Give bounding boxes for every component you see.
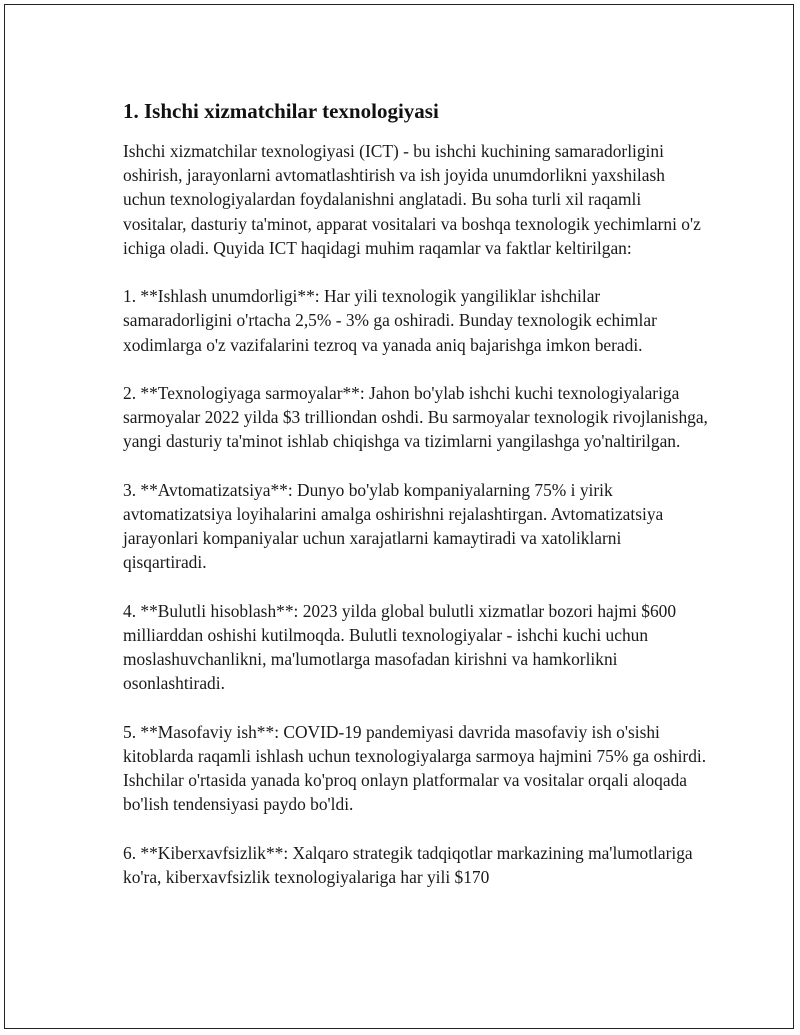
intro-paragraph: Ishchi xizmatchilar texnologiyasi (ICT) - bu ishchi kuchining samaradorligini oshirish, jarayonlarni avtomatlashtirish va ish joyida unumdorlikni yaxshilash uchun texnologiyalardan foydalanishni anglatadi. Bu soha turli xil raqamli vositalar, dasturiy ta'minot, apparat vositalari va boshqa texnologik yechimlarni o'z ichiga oladi. Quyida ICT haqidagi muhim raqamlar va faktlar keltirilgan: <box>123 141 701 258</box>
page-frame <box>4 4 794 1029</box>
fact-paragraph-investments: 2. **Texnologiyaga sarmoyalar**: Jahon bo'ylab ishchi kuchi texnologiyalariga sarmoyalar 2022 yilda $3 trilliondan oshdi. Bu sarmoyalar texnologik rivojlanishga, yangi dasturiy ta'minot ishlab chiqishga va tizimlarni yangilashga yo'naltirilgan. <box>123 383 708 452</box>
section-heading: 1. Ishchi xizmatchilar texnologiyasi <box>123 99 439 123</box>
document-body <box>123 97 708 889</box>
fact-paragraph-remote-work: 5. **Masofaviy ish**: COVID-19 pandemiyasi davrida masofaviy ish o'sishi kitoblarda raqamli ishlash uchun texnologiyalarga sarmoya hajmini 75% ga oshirdi. Ishchilar o'rtasida yanada ko'proq onlayn platformalar va vositalar orqali aloqada bo'lish tendensiyasi paydo bo'ldi. <box>123 721 707 815</box>
fact-paragraph-cybersecurity: 6. **Kiberxavfsizlik**: Xalqaro strategik tadqiqotlar markazining ma'lumotlariga ko'ra, kiberxavfsizlik texnologiyalariga har yili $170 <box>123 842 693 887</box>
fact-paragraph-cloud: 4. **Bulutli hisoblash**: 2023 yilda global bulutli xizmatlar bozori hajmi $600 milliarddan oshishi kutilmoqda. Bulutli texnologiyalar - ishchi kuchi uchun moslashuvchanlikni, ma'lumotlarga masofadan kirishni va hamkorlikni osonlashtiradi. <box>123 600 677 694</box>
fact-paragraph-automation: 3. **Avtomatizatsiya**: Dunyo bo'ylab kompaniyalarning 75% i yirik avtomatizatsiya loyihalarini amalga oshirishni rejalashtirgan. Avtomatizatsiya jarayonlari kompaniyalar uchun xarajatlarni kamaytiradi va xatoliklarni qisqartiradi. <box>123 479 664 573</box>
fact-paragraph-productivity: 1. **Ishlash unumdorligi**: Har yili texnologik yangiliklar ishchilar samaradorligini o'rtacha 2,5% - 3% ga oshiradi. Bunday texnologik echimlar xodimlarga o'z vazifalarini tezroq va yanada aniq bajarishga imkon beradi. <box>123 286 657 355</box>
